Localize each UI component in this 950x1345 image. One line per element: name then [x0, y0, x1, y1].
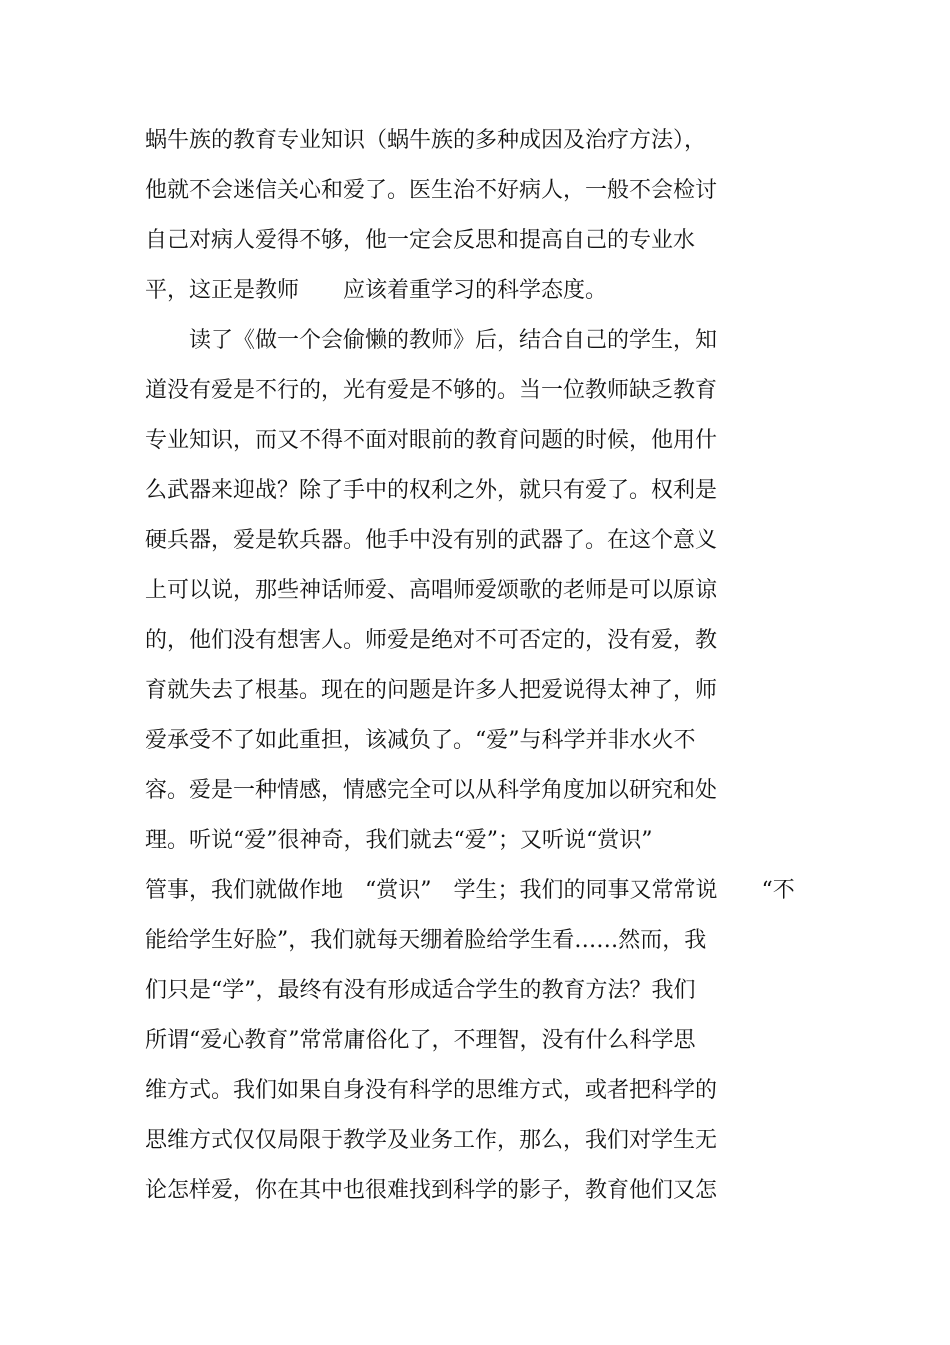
text-line: 硬兵器，爱是软兵器。他手中没有别的武器了。在这个意义: [145, 528, 718, 553]
text-line: 他就不会迷信关心和爱了。医生治不好病人，一般不会检讨: [145, 178, 718, 203]
text-line: 么武器来迎战？除了手中的权利之外，就只有爱了。权利是: [145, 478, 718, 503]
text-line: 能给学生好脸”，我们就每天绷着脸给学生看……然而，我: [145, 928, 707, 953]
text-line: 维方式。我们如果自身没有科学的思维方式，或者把科学的: [145, 1078, 718, 1103]
text-line: 育就失去了根基。现在的问题是许多人把爱说得太神了，师: [145, 678, 718, 703]
text-line: 思维方式仅仅局限于教学及业务工作，那么，我们对学生无: [145, 1128, 718, 1153]
text-line: 论怎样爱，你在其中也很难找到科学的影子，教育他们又怎: [145, 1178, 718, 1203]
text-line: 们只是“学”，最终有没有形成适合学生的教育方法？我们: [145, 978, 696, 1003]
text-line: 理。听说“爱”很神奇，我们就去“爱”；又听说“赏识”: [145, 828, 653, 853]
text-line: 容。爱是一种情感，情感完全可以从科学角度加以研究和处: [145, 778, 718, 803]
text-line: 平，这正是教师 应该着重学习的科学态度。: [145, 278, 608, 303]
text-line: 的，他们没有想害人。师爱是绝对不可否定的，没有爱，教: [145, 628, 718, 653]
text-line: 管事，我们就做作地 “赏识” 学生；我们的同事又常常说 “不: [145, 878, 795, 903]
text-line: 上可以说，那些神话师爱、高唱师爱颂歌的老师是可以原谅: [145, 578, 718, 603]
text-line: 专业知识，而又不得不面对眼前的教育问题的时候，他用什: [145, 428, 718, 453]
text-line: 爱承受不了如此重担，该减负了。“爱”与科学并非水火不: [145, 728, 696, 753]
text-line: 读了《做一个会偷懒的教师》后，结合自己的学生，知: [145, 328, 718, 353]
text-line: 自己对病人爱得不够，他一定会反思和提高自己的专业水: [145, 228, 696, 253]
text-line: 所谓“爱心教育”常常庸俗化了，不理智，没有什么科学思: [145, 1028, 696, 1053]
text-line: 蜗牛族的教育专业知识（蜗牛族的多种成因及治疗方法），: [145, 128, 707, 153]
text-line: 道没有爱是不行的，光有爱是不够的。当一位教师缺乏教育: [145, 378, 718, 403]
